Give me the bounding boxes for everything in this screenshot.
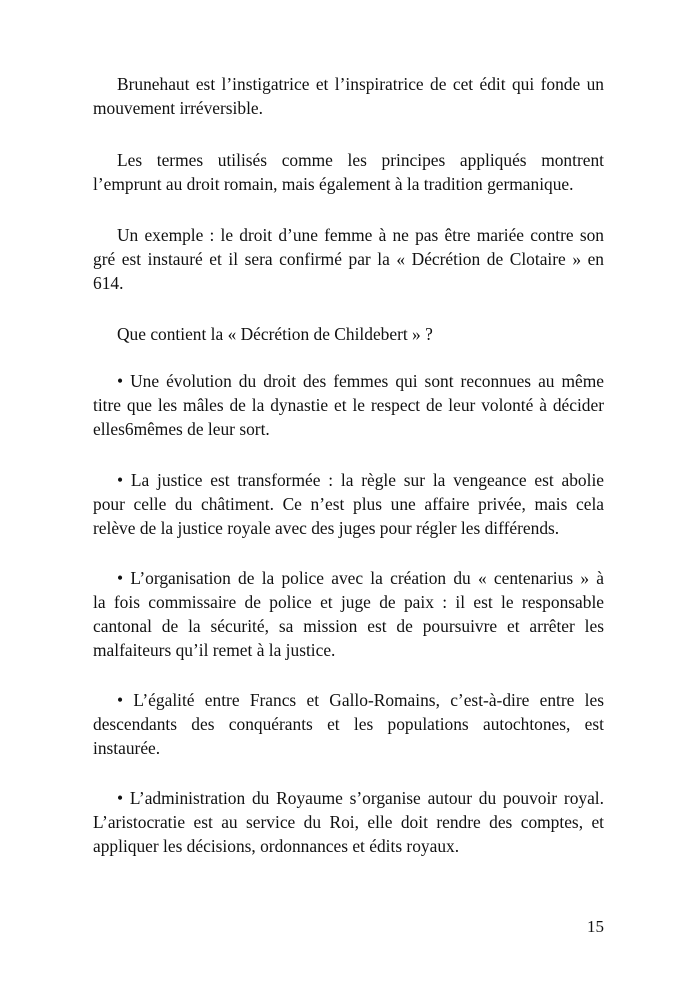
text-line: l’emprunt au droit romain, mais également à la tradition germanique.	[93, 174, 574, 194]
text-line: appliquer les décisions, ordonnances et édits royaux.	[93, 836, 460, 856]
text-line: la fois commissaire de police et juge de paix : il est le responsable	[93, 592, 604, 612]
text-line: malfaiteurs qu’il remet à la justice.	[93, 640, 336, 660]
text-line: Brunehaut est l’instigatrice et l’inspiratrice de cet édit qui fonde un	[117, 74, 604, 94]
text-line: • Une évolution du droit des femmes qui sont reconnues au même	[117, 371, 604, 391]
text-line: descendants des conquérants et les populations autochtones, est	[93, 714, 604, 734]
text-line: titre que les mâles de la dynastie et le respect de leur volonté à décider	[93, 395, 604, 415]
text-line: • L’égalité entre Francs et Gallo-Romains, c’est-à-dire entre les	[117, 690, 604, 710]
text-line: instaurée.	[93, 738, 161, 758]
text-line: L’aristocratie est au service du Roi, elle doit rendre des comptes, et	[93, 812, 604, 832]
page-number: 15	[587, 917, 604, 936]
bullet-equality	[93, 688, 604, 760]
bullet-administration	[93, 786, 604, 858]
text-line: Les termes utilisés comme les principes appliqués montrent	[117, 150, 604, 170]
text-line: mouvement irréversible.	[93, 98, 263, 118]
bullet-police	[93, 566, 604, 662]
text-line: • L’organisation de la police avec la création du « centenarius » à	[117, 568, 604, 588]
paragraph-roman-law	[93, 148, 604, 196]
bullet-justice	[93, 468, 604, 540]
text-line: gré est instauré et il sera confirmé par la « Décrétion de Clotaire » en	[93, 249, 604, 269]
paragraph-question	[93, 322, 604, 346]
text-line: Que contient la « Décrétion de Childebert » ?	[117, 324, 433, 344]
text-line: 614.	[93, 273, 124, 293]
paragraph-brunehaut-edict	[93, 72, 604, 120]
text-line: • La justice est transformée : la règle sur la vengeance est abolie	[117, 470, 604, 490]
text-line: Un exemple : le droit d’une femme à ne pas être mariée contre son	[117, 225, 604, 245]
text-line: relève de la justice royale avec des juges pour régler les différends.	[93, 518, 560, 538]
text-line: elles6mêmes de leur sort.	[93, 419, 270, 439]
text-line: pour celle du châtiment. Ce n’est plus une affaire privée, mais cela	[93, 494, 604, 514]
text-line: cantonal de la sécurité, sa mission est de poursuivre et arrêter les	[93, 616, 604, 636]
bullet-women-rights	[93, 369, 604, 441]
paragraph-example-women-rights	[93, 223, 604, 295]
text-line: • L’administration du Royaume s’organise autour du pouvoir royal.	[117, 788, 604, 808]
